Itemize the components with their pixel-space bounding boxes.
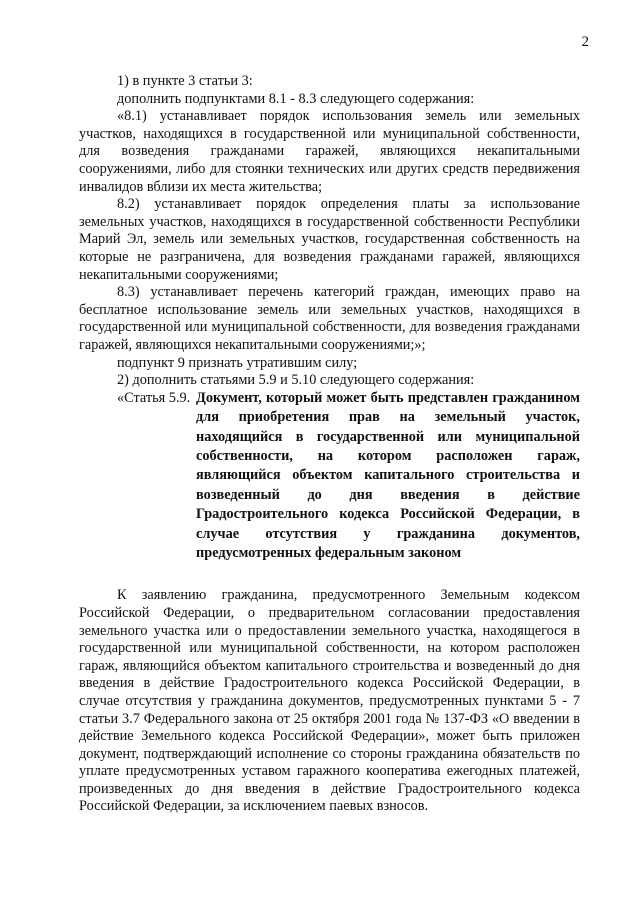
article-heading [79,390,580,564]
paragraph-subitem-8-2: 8.2) устанавливает порядок определения платы за использование земельных участков, находящихся в государственной собственности Республики Марий Эл, земель или земельных участков, государственная собственность на которые не разграничена, для возведения гражданами гаражей, являющихся некапитальными сооружениями; [79,196,580,283]
paragraph-subitem-9: подпункт 9 признать утратившим силу; [117,354,358,371]
article-label: «Статья 5.9. [117,389,191,406]
section-spacer [79,563,580,587]
paragraph-subitem-8-3: 8.3) устанавливает перечень категорий граждан, имеющих право на бесплатное использование земель или земельных участков, находящихся в государственной или муниципальной собственности, для возведения гражданами гаражей, являющихся некапитальными сооружениями;»; [79,284,580,353]
article-title: Документ, который может быть представлен гражданином для приобретения прав на земельный участок, находящийся в государственной или муниципальной собственности, на котором расположен гараж, являющийся объектом капитального строительства и возведенный до дня введения в действие Градостроительного кодекса Российской Федерации, в случае отсутствия у гражданина документов, предусмотренных федеральным законом [196,389,580,561]
paragraph-amend-intro: дополнить подпунктами 8.1 - 8.3 следующего содержания: [117,90,475,107]
page-number: 2 [581,34,589,50]
document-body [79,73,580,816]
paragraph-item-1: 1) в пункте 3 статьи 3: [117,73,253,89]
paragraph-subitem-8-1: «8.1) устанавливает порядок использования земель или земельных участков, находящихся в государственной или муниципальной собственности, для возведения гражданами гаражей, являющихся некапитальными сооружениями, либо для стоянки технических или других средств передвижения инвалидов вблизи их места жительства; [79,108,580,195]
paragraph-item-2: 2) дополнить статьями 5.9 и 5.10 следующего содержания: [117,372,475,389]
paragraph-article-body: К заявлению гражданина, предусмотренного Земельным кодексом Российской Федерации, о предварительном согласовании предоставления земельного участка или о предоставлении земельного участка, находящегося в государственной или муниципальной собственности, на котором расположен гараж, являющийся объектом капитального строительства и возведенный до дня введения в действие Градостроительного кодекса Российской Федерации, в случае отсутствия у гражданина документов, предусмотренных пунктами 5 - 7 статьи 3.7 Федерального закона от 25 октября 2001 года № 137-ФЗ «О введении в действие Земельного кодекса Российской Федерации», может быть приложен документ, подтверждающий исполнение со стороны гражданина обязательств по уплате предусмотренных уставом гаражного кооператива ежегодных платежей, произведенных до дня введения в действие Градостроительного кодекса Российской Федерации, за исключением паевых взносов. [79,587,580,815]
